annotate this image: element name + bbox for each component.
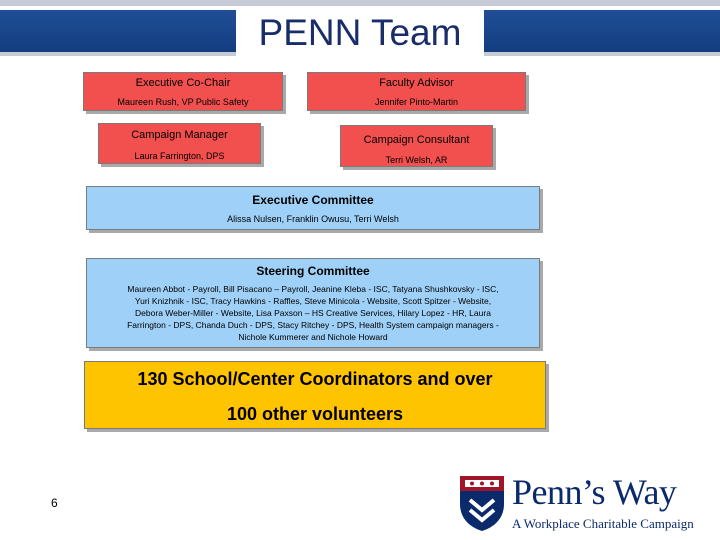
campaign-consultant-box [340, 125, 493, 167]
steering-committee-line: Farrington - DPS, Chanda Duch - DPS, Stacy Ritchey - DPS, Health System campaign managers - [127, 320, 499, 330]
page-title: PENN Team [236, 8, 484, 58]
coordinators-line-2: 100 other volunteers [226, 404, 404, 424]
steering-committee-members [95, 283, 531, 343]
page-number: 6 [51, 496, 58, 510]
coordinators-box [84, 361, 546, 429]
penns-way-logo [458, 472, 714, 534]
exec-co-chair-box [83, 72, 283, 111]
faculty-advisor-box [307, 72, 526, 111]
steering-committee-box [86, 258, 540, 348]
logo-wordmark: Penn’s Way [512, 472, 677, 512]
faculty-advisor-heading: Faculty Advisor [379, 77, 454, 89]
executive-committee-heading: Executive Committee [252, 193, 374, 207]
steering-committee-line: Nichole Kummerer and Nichole Howard [238, 332, 388, 342]
campaign-manager-name: Laura Farrington, DPS [134, 151, 225, 161]
executive-committee-box [86, 186, 540, 230]
campaign-manager-heading: Campaign Manager [131, 129, 228, 141]
steering-committee-line: Yuri Knizhnik - ISC, Tracy Hawkins - Raffles, Steve Minicola - Website, Scott Spitzer - Website, [134, 296, 492, 306]
logo-tagline: A Workplace Charitable Campaign [512, 516, 694, 531]
faculty-advisor-name: Jennifer Pinto-Martin [374, 97, 459, 107]
coordinators-line-1: 130 School/Center Coordinators and over [137, 369, 493, 389]
title-bar [0, 0, 720, 58]
campaign-manager-box [98, 123, 261, 164]
exec-co-chair-name: Maureen Rush, VP Public Safety [117, 97, 249, 107]
steering-committee-heading: Steering Committee [256, 264, 370, 278]
exec-co-chair-heading: Executive Co-Chair [135, 77, 231, 89]
campaign-consultant-name: Terri Welsh, AR [385, 155, 448, 165]
title-bar-top-stripe [0, 0, 720, 6]
steering-committee-line: Maureen Abbot - Payroll, Bill Pisacano – Payroll, Jeanine Kleba - ISC, Tatyana Shushkovsky - ISC, [127, 284, 499, 294]
steering-committee-line: Debora Weber-Miller - Website, Lisa Paxson – HS Creative Services, Hilary Lopez - HR, Laura [135, 308, 491, 318]
campaign-consultant-heading: Campaign Consultant [363, 134, 470, 146]
penn-shield-icon [458, 474, 506, 532]
executive-committee-members: Alissa Nulsen, Franklin Owusu, Terri Welsh [227, 214, 399, 224]
